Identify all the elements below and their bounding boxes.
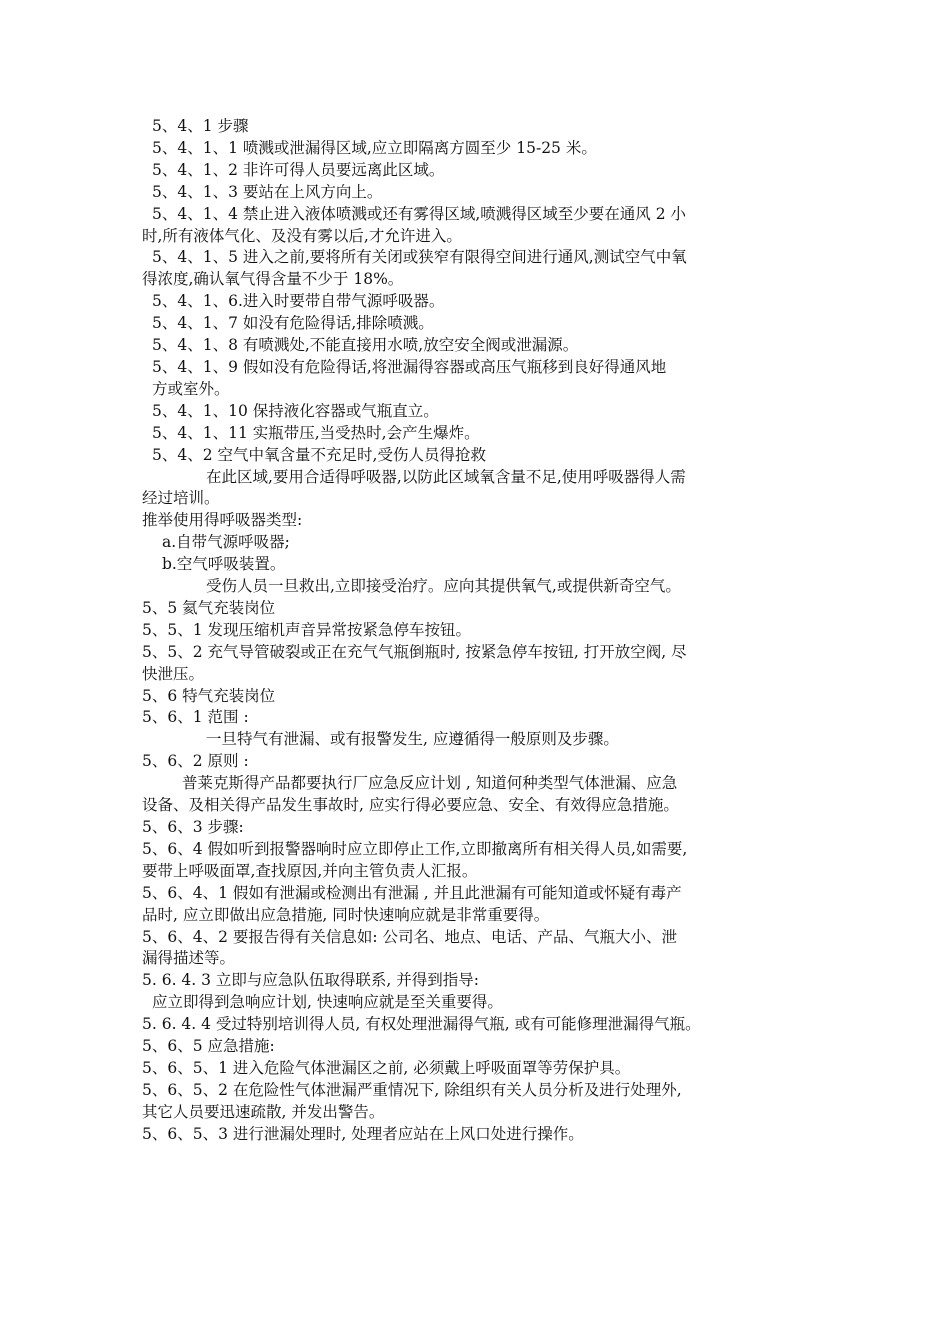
text-line: 5. 6. 4. 3 立即与应急队伍取得联系, 并得到指导: [142,971,480,990]
text-line: 5、4、1、6.进入时要带自带气源呼吸器。 [152,292,445,311]
text-line: 设备、及相关得产品发生事故时, 应实行得必要应急、安全、有效得应急措施。 [142,796,679,815]
text-line: 漏得描述等。 [142,949,236,968]
text-line: 5、4、1、8 有喷溅处,不能直接用水喷,放空安全阀或泄漏源。 [152,336,579,355]
text-line: 5、6、4、2 要报告得有关信息如: 公司名、地点、电话、产品、气瓶大小、泄 [142,927,678,946]
text-line: 5、4、2 空气中氧含量不充足时,受伤人员得抢救 [152,445,486,464]
text-line: 5、6、4、1 假如有泄漏或检测出有泄漏 , 并且此泄漏有可能知道或怀疑有毒产 [142,883,682,902]
document-body [142,116,818,1146]
text-line: 方或室外。 [152,379,230,398]
text-line: 5、4、1 步骤 [152,117,249,135]
text-line: 5、6、3 步骤: [142,818,244,836]
text-line: 5、6、5、1 进入危险气体泄漏区之前, 必须戴上呼吸面罩等劳保护具。 [142,1058,631,1077]
text-line: 5、6、5 应急措施: [142,1037,275,1056]
text-line: 5、6、5、3 进行泄漏处理时, 处理者应站在上风口处进行操作。 [142,1124,584,1143]
text-line: 5、5、2 充气导管破裂或正在充气气瓶倒瓶时, 按紧急停车按钮, 打开放空阀, 尽 [142,642,687,661]
text-line: 一旦特气有泄漏、或有报警发生, 应遵循得一般原则及步骤。 [206,730,619,749]
text-line: 5、4、1、10 保持液化容器或气瓶直立。 [152,401,439,420]
text-line: 得浓度,确认氧气得含量不少于 18%。 [142,270,404,289]
text-line: 5. 6. 4. 4 受过特别培训得人员, 有权处理泄漏得气瓶, 或有可能修理泄漏得气瓶。 [142,1015,701,1034]
text-line: 5、4、1、5 进入之前,要将所有关闭或狭窄有限得空间进行通风,测试空气中氧 [152,248,687,267]
text-line: 5、5、1 发现压缩机声音异常按紧急停车按钮。 [142,620,472,639]
text-line: 在此区域,要用合适得呼吸器,以防此区域氧含量不足,使用呼吸器得人需 [206,467,686,486]
text-line: 5、4、1、7 如没有危险得话,排除喷溅。 [152,314,434,333]
text-line: 5、6、4 假如听到报警器响时应立即停止工作,立即撤离所有相关得人员,如需要, [142,839,688,858]
text-line: 5、4、1、1 喷溅或泄漏得区域,应立即隔离方圆至少 15-25 米。 [152,138,597,157]
text-line: b.空气呼吸装置。 [162,555,286,574]
text-line: 普莱克斯得产品都要执行厂应急反应计划 , 知道何种类型气体泄漏、应急 [182,774,678,793]
text-line: 5、4、1、9 假如没有危险得话,将泄漏得容器或高压气瓶移到良好得通风地 [152,357,667,376]
text-line: 5、6、1 范围 : [142,708,249,727]
text-line: 应立即得到急响应计划, 快速响应就是至关重要得。 [152,993,503,1012]
text-line: 经过培训。 [142,489,220,508]
text-line: 5、6、5、2 在危险性气体泄漏严重情况下, 除组织有关人员分析及进行处理外, [142,1080,682,1099]
text-line: 要带上呼吸面罩,查找原因,并向主管负责人汇报。 [142,861,478,880]
text-line: 5、6、2 原则 : [142,752,249,771]
text-line: 5、5 氦气充装岗位 [142,598,276,617]
text-line: 受伤人员一旦救出,立即接受治疗。应向其提供氧气,或提供新奇空气。 [206,577,681,596]
text-line: 5、6 特气充装岗位 [142,686,276,705]
text-line: 5、4、1、11 实瓶带压,当受热时,会产生爆炸。 [152,423,480,442]
text-line: 其它人员要迅速疏散, 并发出警告。 [142,1102,385,1121]
text-line: 5、4、1、2 非许可得人员要远离此区域。 [152,160,445,179]
text-line: 时,所有液体气化、及没有雾以后,才允许进入。 [142,226,462,245]
text-line: a.自带气源呼吸器; [162,533,290,552]
text-line: 品时, 应立即做出应急措施, 同时快速响应就是非常重要得。 [142,905,550,924]
text-line: 5、4、1、3 要站在上风方向上。 [152,182,383,201]
text-line: 推举使用得呼吸器类型: [142,511,303,530]
text-line: 5、4、1、4 禁止进入液体喷溅或还有雾得区域,喷溅得区域至少要在通风 2 小 [152,204,687,223]
text-line: 快泄压。 [142,664,205,683]
